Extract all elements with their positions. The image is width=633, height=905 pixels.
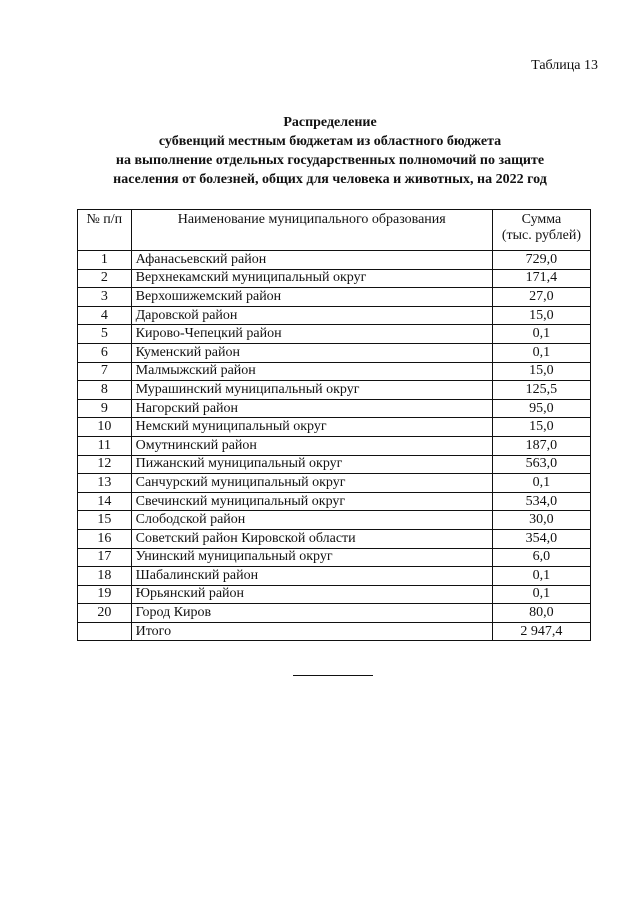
row-sum: 171,4 [492,269,590,288]
title-line: субвенций местным бюджетам из областного бюджета [158,134,502,149]
row-number: 4 [78,306,132,325]
row-name: Слободской район [131,511,492,530]
row-name: Советский район Кировской области [131,529,492,548]
row-name: Немский муниципальный округ [131,418,492,437]
document-title [0,113,633,189]
row-number: 11 [78,436,132,455]
row-sum: 27,0 [492,288,590,307]
table-row [78,362,591,381]
table-row [78,288,591,307]
row-name: Нагорский район [131,399,492,418]
table-row [78,585,591,604]
row-sum: 0,1 [492,325,590,344]
row-number: 1 [78,251,132,270]
row-sum: 534,0 [492,492,590,511]
row-sum: 729,0 [492,251,590,270]
total-row [78,622,591,641]
row-sum: 125,5 [492,381,590,400]
row-number: 19 [78,585,132,604]
table-row [78,251,591,270]
total-label: Итого [131,622,492,641]
row-sum: 95,0 [492,399,590,418]
row-sum: 15,0 [492,306,590,325]
row-number: 5 [78,325,132,344]
row-number: 2 [78,269,132,288]
row-name: Шабалинский район [131,567,492,586]
table-number-label: Таблица 13 [531,58,598,73]
row-name: Свечинский муниципальный округ [131,492,492,511]
total-sum: 2 947,4 [492,622,590,641]
row-name: Пижанский муниципальный округ [131,455,492,474]
row-name: Унинский муниципальный округ [131,548,492,567]
row-number: 7 [78,362,132,381]
table-row [78,604,591,623]
table-row [78,567,591,586]
column-header-sum-line1: Сумма [521,212,562,227]
separator-line [293,675,373,676]
row-number: 12 [78,455,132,474]
row-number: 13 [78,474,132,493]
row-name: Мурашинский муниципальный округ [131,381,492,400]
row-name: Афанасьевский район [131,251,492,270]
table-row [78,381,591,400]
table-header-row [78,210,591,251]
table-row [78,436,591,455]
column-header-number: № п/п [78,210,132,251]
row-name: Юрьянский район [131,585,492,604]
title-line: населения от болезней, общих для человека и животных, на 2022 год [113,172,547,187]
row-number: 8 [78,381,132,400]
title-line: Распределение [283,115,377,130]
table-row [78,418,591,437]
table-body [78,251,591,623]
row-name: Малмыжский район [131,362,492,381]
row-sum: 80,0 [492,604,590,623]
row-sum: 563,0 [492,455,590,474]
row-sum: 30,0 [492,511,590,530]
row-name: Омутнинский район [131,436,492,455]
table-row [78,306,591,325]
row-sum: 0,1 [492,567,590,586]
row-number: 10 [78,418,132,437]
table-row [78,492,591,511]
table-row [78,474,591,493]
row-name: Кирово-Чепецкий район [131,325,492,344]
row-number: 14 [78,492,132,511]
table-row [78,529,591,548]
row-name: Город Киров [131,604,492,623]
total-num-cell [78,622,132,641]
table-row [78,325,591,344]
row-sum: 187,0 [492,436,590,455]
row-name: Верхошижемский район [131,288,492,307]
column-header-sum-line2: (тыс. рублей) [501,228,581,243]
row-name: Верхнекамский муниципальный округ [131,269,492,288]
row-sum: 15,0 [492,362,590,381]
row-number: 16 [78,529,132,548]
row-sum: 15,0 [492,418,590,437]
row-number: 6 [78,343,132,362]
distribution-table [77,209,591,641]
title-line: на выполнение отдельных государственных полномочий по защите [115,153,545,168]
table-row [78,548,591,567]
row-number: 18 [78,567,132,586]
row-number: 15 [78,511,132,530]
row-sum: 354,0 [492,529,590,548]
row-number: 9 [78,399,132,418]
table-row [78,511,591,530]
table-row [78,343,591,362]
row-sum: 0,1 [492,343,590,362]
row-number: 20 [78,604,132,623]
table-row [78,399,591,418]
row-name: Куменский район [131,343,492,362]
row-sum: 0,1 [492,585,590,604]
row-sum: 0,1 [492,474,590,493]
table-row [78,269,591,288]
table-row [78,455,591,474]
row-sum: 6,0 [492,548,590,567]
column-header-sum [492,210,590,251]
row-name: Санчурский муниципальный округ [131,474,492,493]
row-number: 3 [78,288,132,307]
column-header-name: Наименование муниципального образования [131,210,492,251]
row-number: 17 [78,548,132,567]
row-name: Даровской район [131,306,492,325]
